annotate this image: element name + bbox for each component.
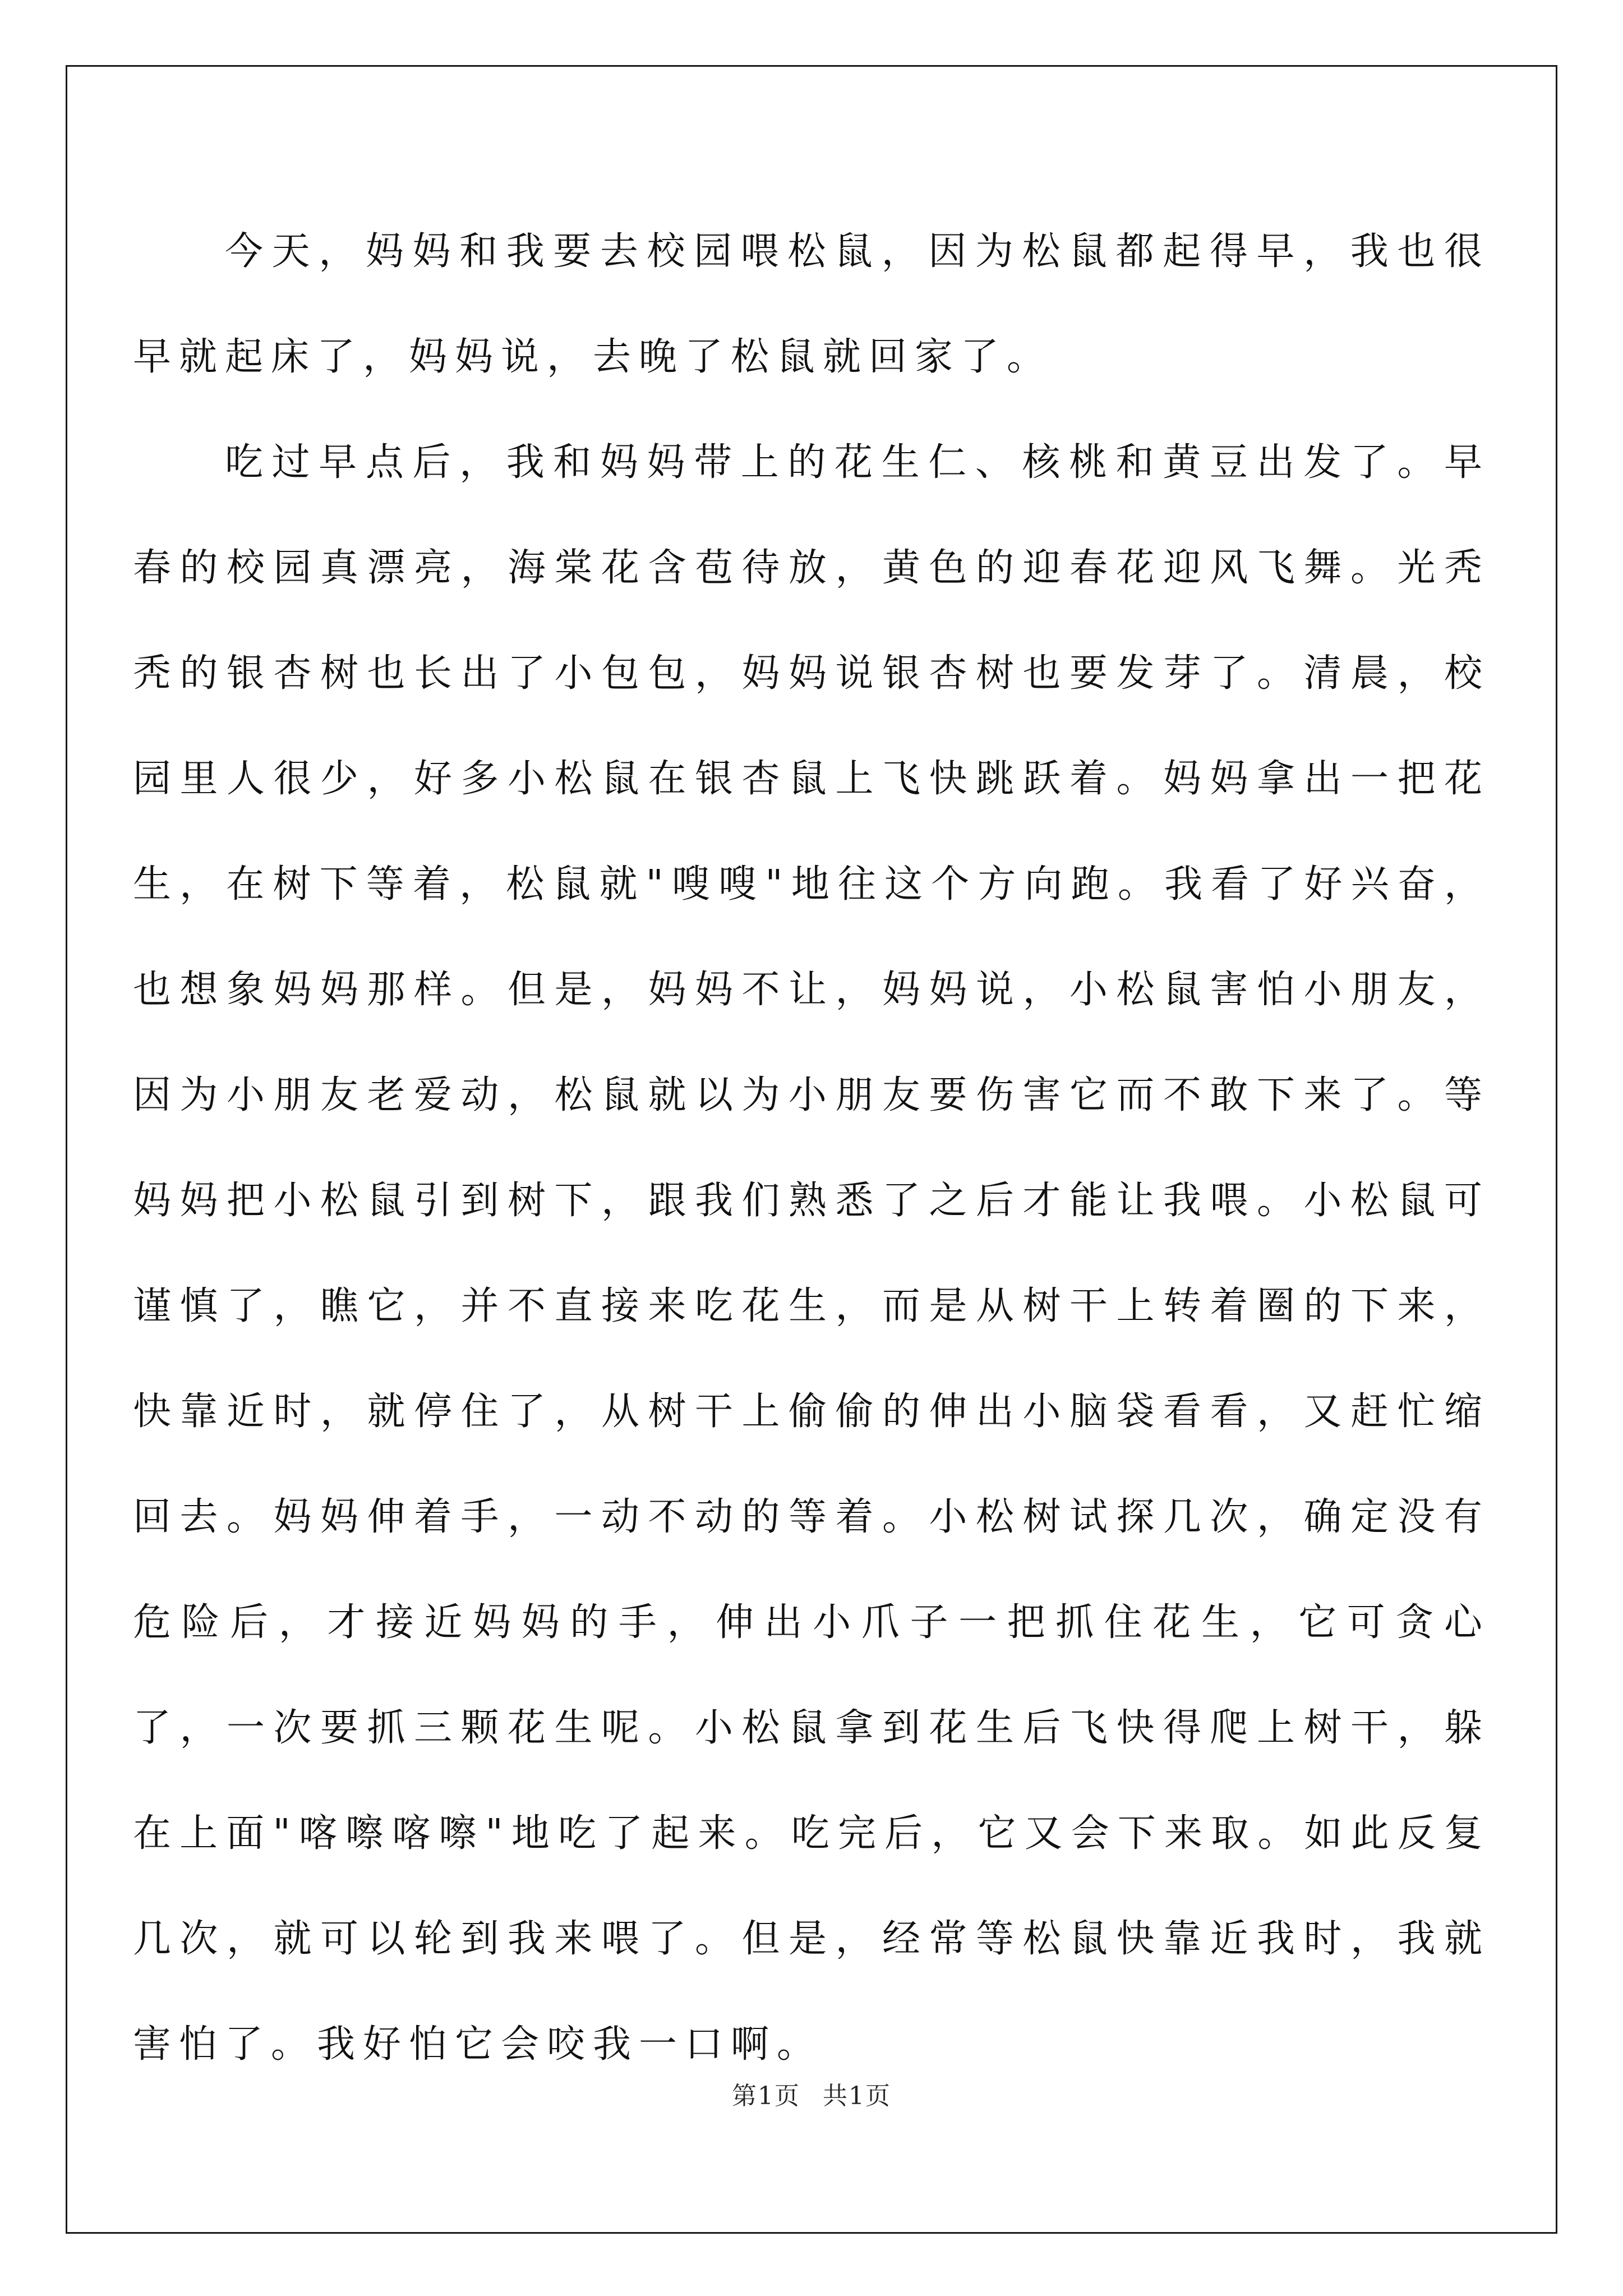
page-total: 共1页 bbox=[823, 2082, 891, 2110]
paragraph-2: 吃过早点后，我和妈妈带上的花生仁、核桃和黄豆出发了。早春的校园真漂亮，海棠花含苞待放，黄色的迎春花迎风飞舞。光秃秃的银杏树也长出了小包包，妈妈说银杏树也要发芽了。清晨，校园里人很少，好多小松鼠在银杏鼠上飞快跳跃着。妈妈拿出一把花生，在树下等着，松鼠就"嗖嗖"地往这个方向跑。我看了好兴奋，也想象妈妈那样。但是，妈妈不让，妈妈说，小松鼠害怕小朋友，因为小朋友老爱动，松鼠就以为小朋友要伤害它而不敢下来了。等妈妈把小松鼠引到树下，跟我们熟悉了之后才能让我喂。小松鼠可谨慎了，瞧它，并不直接来吃花生，而是从树干上转着圈的下来，快靠近时，就停住了，从树干上偷偷的伸出小脑袋看看，又赶忙缩回去。妈妈伸着手，一动不动的等着。小松树试探几次，确定没有危险后，才接近妈妈的手，伸出小爪子一把抓住花生，它可贪心了，一次要抓三颗花生呢。小松鼠拿到花生后飞快得爬上树干，躲在上面"喀嚓喀嚓"地吃了起来。吃完后，它又会下来取。如此反复几次，就可以轮到我来喂了。但是，经常等松鼠快靠近我时，我就害怕了。我好怕它会咬我一口啊。 bbox=[133, 440, 1490, 2067]
paragraph-1: 今天，妈妈和我要去校园喂松鼠，因为松鼠都起得早，我也很早就起床了，妈妈说，去晚了松鼠就回家了。 bbox=[133, 229, 1490, 379]
page-number: 第1页 bbox=[732, 2082, 800, 2110]
document-body bbox=[133, 199, 1490, 2097]
page-footer bbox=[0, 2076, 1623, 2111]
